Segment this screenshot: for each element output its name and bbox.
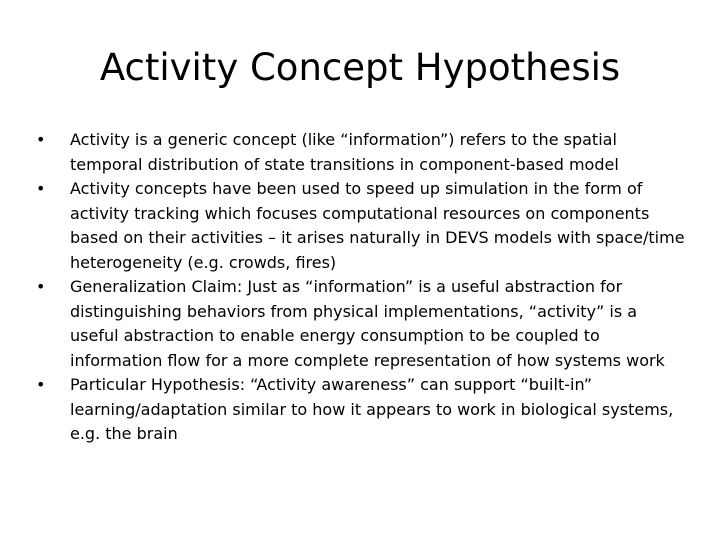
bullet-dot-icon: • <box>36 277 46 296</box>
bullet-dot-icon: • <box>36 375 46 394</box>
bullet-text: Particular Hypothesis: “Activity awareness” can support “built-in” learning/adaptation similar to how it appears to work in biological systems, e.g. the brain <box>70 375 674 443</box>
bullet-text: Generalization Claim: Just as “information” is a useful abstraction for distinguishing behaviors from physical implementations, “activity” is a useful abstraction to enable energy consumption to be coupled to information flow for a more complete representation of how systems work <box>70 277 665 370</box>
bullet-text: Activity is a generic concept (like “information”) refers to the spatial temporal distribution of state transitions in component-based model <box>70 130 619 174</box>
bullet-dot-icon: • <box>36 179 46 198</box>
bullet-list <box>36 128 686 447</box>
bullet-item-1 <box>36 128 686 177</box>
bullet-item-2 <box>36 177 686 275</box>
slide-title: Activity Concept Hypothesis <box>99 46 621 89</box>
bullet-dot-icon: • <box>36 130 46 149</box>
bullet-text: Activity concepts have been used to speed up simulation in the form of activity tracking which focuses computational resources on components based on their activities – it arises naturally in DEVS models with space/time heterogeneity (e.g. crowds, fires) <box>70 179 685 272</box>
bullet-item-4 <box>36 373 686 447</box>
bullet-item-3 <box>36 275 686 373</box>
